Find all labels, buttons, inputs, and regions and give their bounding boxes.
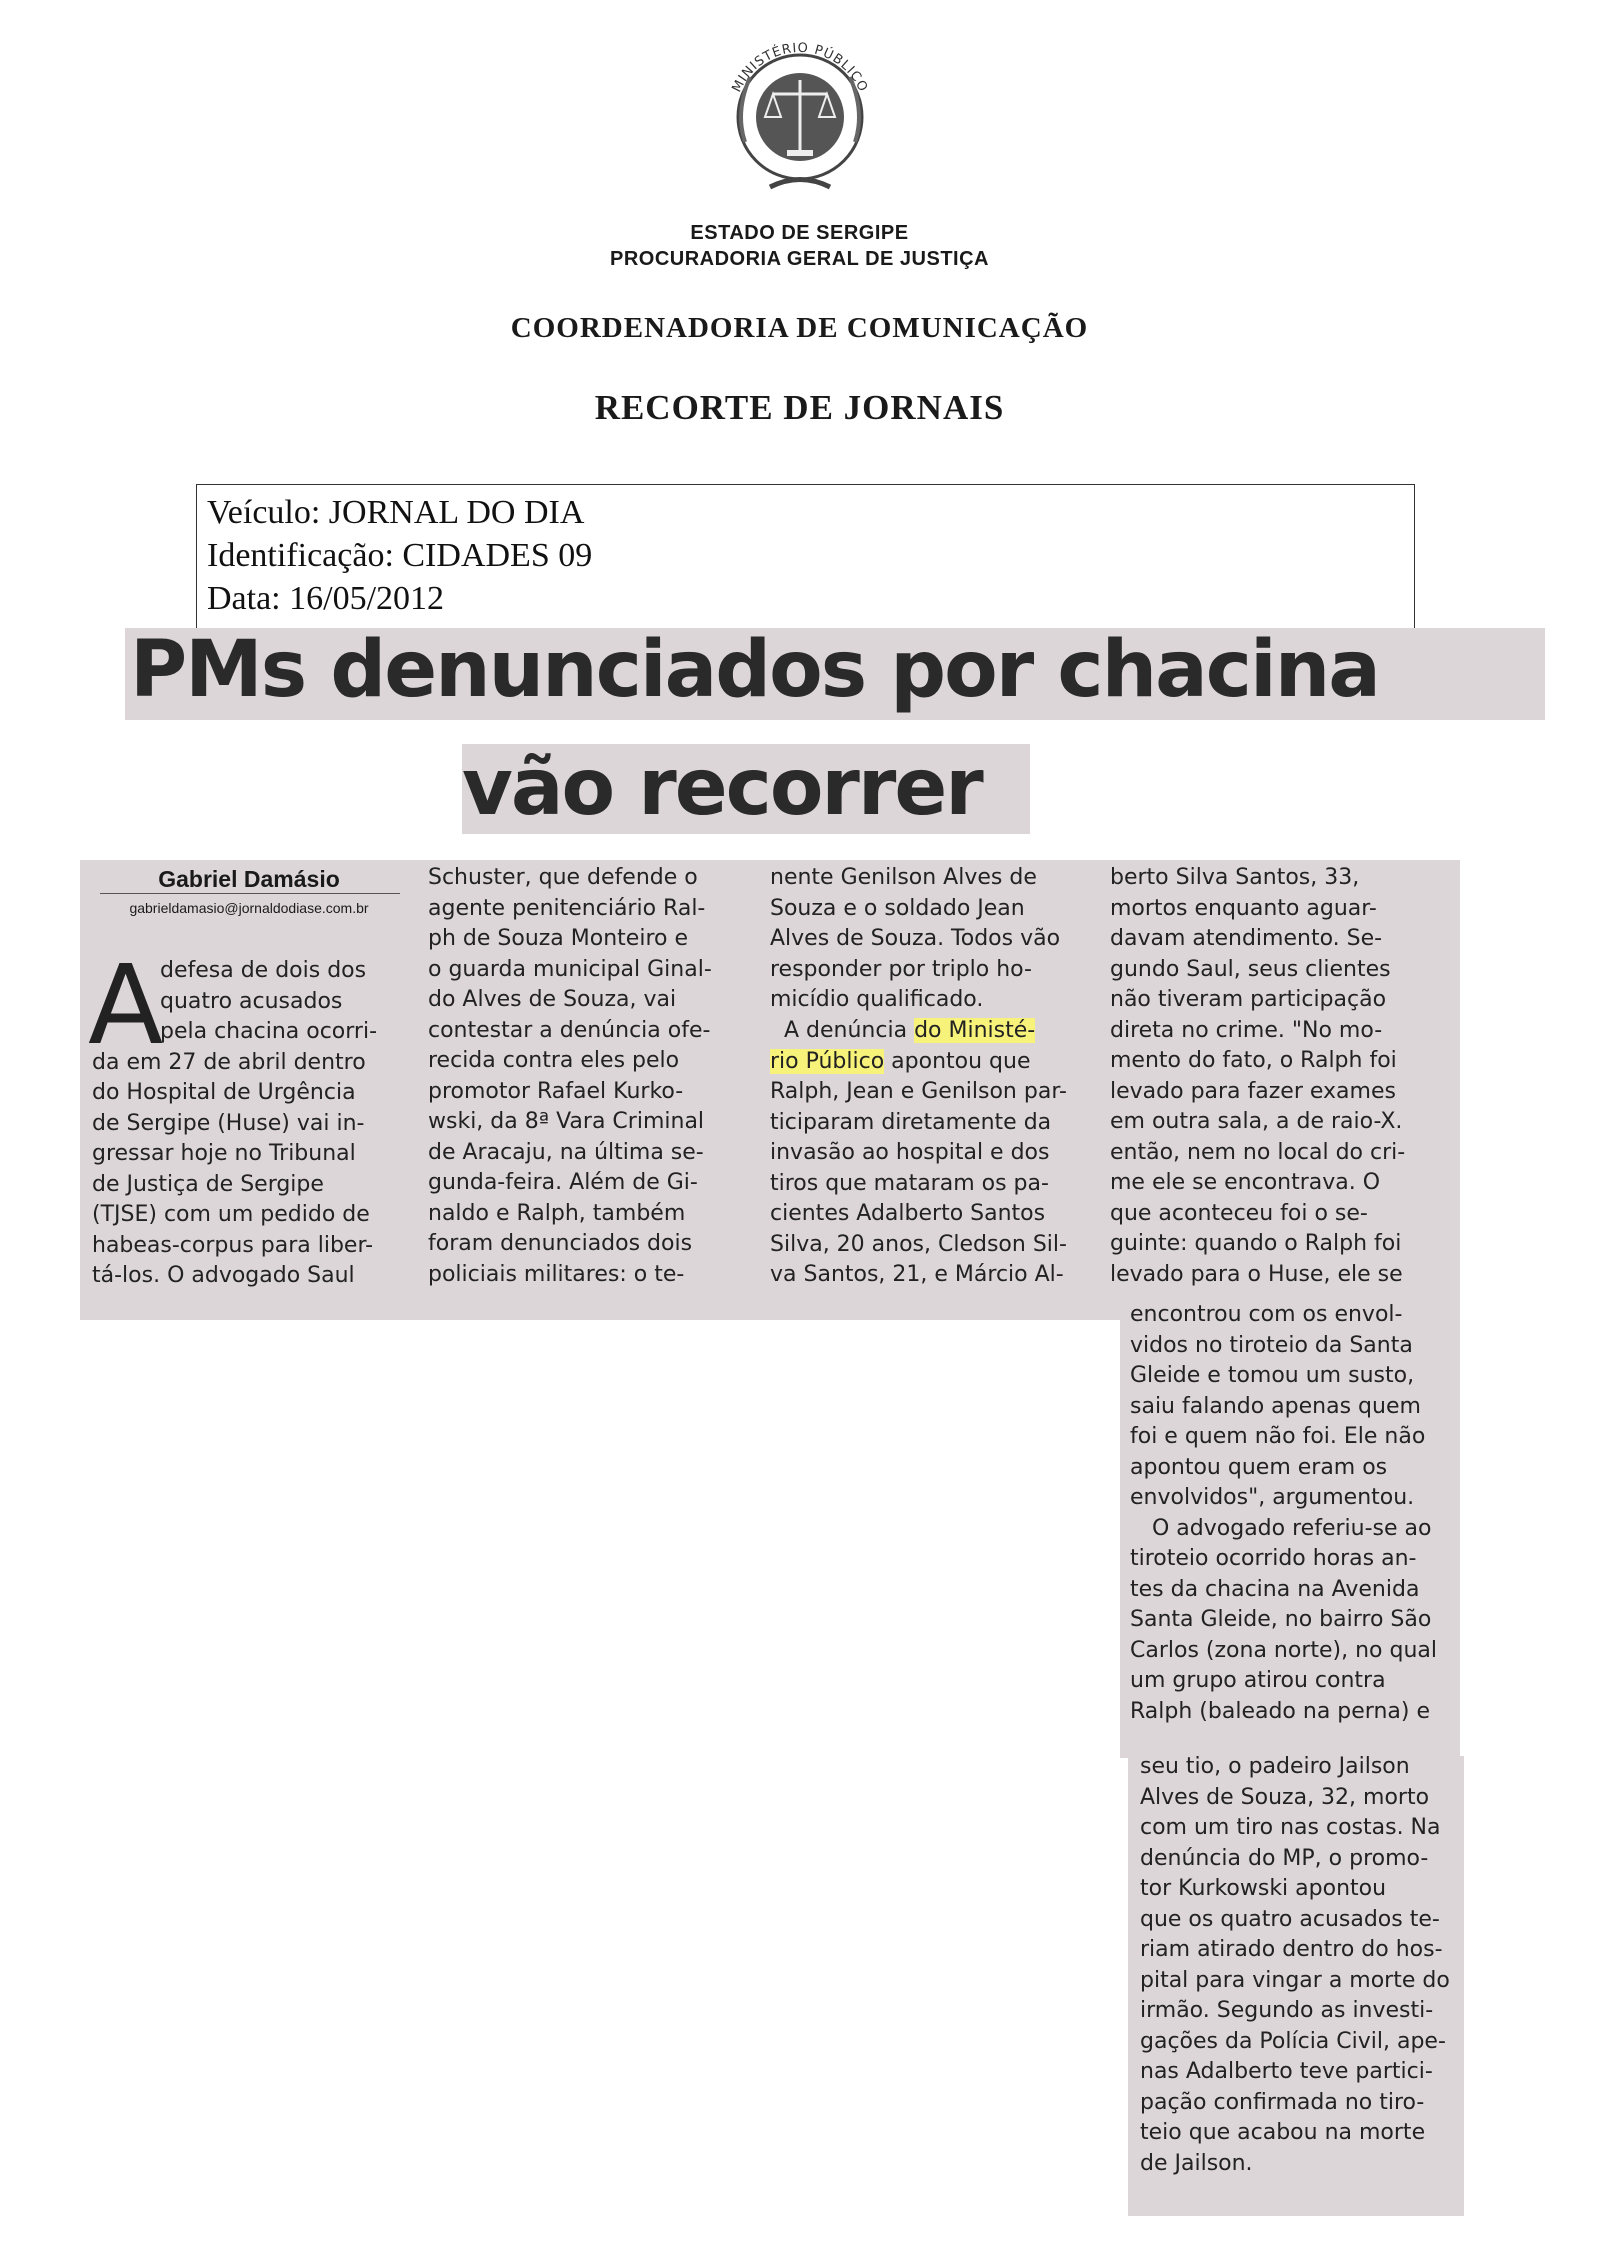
column-4-line: então, nem no local do cri-	[1110, 1139, 1406, 1165]
column-2-line: ph de Souza Monteiro e	[428, 926, 688, 951]
article-column-3-bottom	[770, 1077, 1090, 1291]
column-4-line: encontrou com os envol-	[1130, 1302, 1403, 1327]
highlight-publico: rio Público	[770, 1048, 885, 1074]
column-4-line: irmão. Segundo as investi-	[1140, 1998, 1434, 2023]
ministerio-publico-seal	[705, 22, 895, 212]
column-4-line: pital para vingar a morte do	[1140, 1967, 1450, 1993]
column-1-line: de Justiça de Sergipe	[92, 1171, 324, 1197]
header-state	[0, 220, 1599, 272]
info-data: Data: 16/05/2012	[207, 580, 445, 617]
highlight-ministerio: do Ministé-	[914, 1018, 1036, 1043]
column-4-line: gações da Polícia Civil, ape-	[1140, 2028, 1446, 2054]
seal-text: MINISTÉRIO PÚBLICO	[729, 40, 871, 95]
column-4-line: apontou quem eram os	[1130, 1454, 1388, 1480]
column-4-line: envolvidos", argumentou.	[1130, 1485, 1415, 1510]
column-1-line: gressar hoje no Tribunal	[92, 1141, 356, 1166]
column-4-line: levado para o Huse, ele se	[1110, 1261, 1403, 1287]
column-3-line: Silva, 20 anos, Cledson Sil-	[770, 1231, 1067, 1257]
column-4-line: O advogado referiu-se ao	[1152, 1515, 1432, 1541]
column-1-line: da em 27 de abril dentro	[92, 1049, 366, 1075]
section-title: RECORTE DE JORNAIS	[594, 388, 1005, 427]
column-2-line: promotor Rafael Kurko-	[428, 1078, 684, 1104]
column-4-line: que aconteceu foi o se-	[1110, 1200, 1368, 1226]
column-1-line: pela chacina ocorri-	[160, 1019, 378, 1044]
column-4-line: levado para fazer exames	[1110, 1078, 1396, 1104]
column-3-line: Ralph, Jean e Genilson par-	[770, 1079, 1067, 1104]
column-4-line: Carlos (zona norte), no qual	[1130, 1637, 1438, 1663]
column-2-line: naldo e Ralph, também	[428, 1200, 686, 1226]
column-4-line: gundo Saul, seus clientes	[1110, 956, 1391, 982]
article-column-3-top	[770, 863, 1090, 1016]
column-4-line: teio que acabou na morte	[1140, 2120, 1426, 2145]
column-4-line: pação confirmada no tiro-	[1140, 2089, 1425, 2115]
column-4-line: Ralph (baleado na perna) e	[1130, 1698, 1430, 1724]
column-1-line: defesa de dois dos	[160, 958, 367, 983]
column-3-line: Souza e o soldado Jean	[770, 895, 1025, 921]
column-2-line: gunda-feira. Além de Gi-	[428, 1170, 698, 1195]
column-3-line: Alves de Souza. Todos vão	[770, 926, 1061, 951]
article-column-3-highlighted	[770, 1016, 1090, 1077]
column-1-line: do Hospital de Urgência	[92, 1080, 356, 1105]
column-2-line: Schuster, que defende o	[428, 865, 698, 890]
column-3-line: invasão ao hospital e dos	[770, 1140, 1050, 1165]
info-identificacao: Identificação: CIDADES 09	[207, 537, 593, 574]
article-column-4-middle	[1130, 1300, 1450, 1727]
article-column-4-bottom	[1140, 1752, 1450, 2179]
column-4-line: vidos no tiroteio da Santa	[1130, 1332, 1413, 1358]
column-4-line: saiu falando apenas quem	[1130, 1393, 1421, 1419]
column-2-line: contestar a denúncia ofe-	[428, 1017, 711, 1043]
column-3-line: micídio qualificado.	[770, 987, 984, 1012]
byline-rule	[100, 893, 400, 894]
info-veiculo: Veículo: JORNAL DO DIA	[207, 494, 585, 531]
column-2-line: o guarda municipal Ginal-	[428, 956, 712, 982]
column-4-line: berto Silva Santos, 33,	[1110, 865, 1360, 890]
department-title: COORDENADORIA DE COMUNICAÇÃO	[510, 312, 1089, 344]
column-4-line: Gleide e tomou um susto,	[1130, 1363, 1415, 1388]
column-2-line: agente penitenciário Ral-	[428, 895, 706, 921]
column-3-line: nente Genilson Alves de	[770, 865, 1037, 890]
column-4-line: guinte: quando o Ralph foi	[1110, 1231, 1402, 1256]
office-name: PROCURADORIA GERAL DE JUSTIÇA	[610, 248, 989, 270]
column-4-line: um grupo atirou contra	[1130, 1668, 1386, 1693]
column-1-line: habeas-corpus para liber-	[92, 1232, 374, 1258]
column-1-line: quatro acusados	[160, 988, 343, 1014]
column-4-line: mortos enquanto aguar-	[1110, 895, 1377, 921]
column-4-line: tor Kurkowski apontou	[1140, 1876, 1387, 1901]
clipping-info-box	[196, 484, 1415, 629]
column-1-line: tá-los. O advogado Saul	[92, 1263, 355, 1288]
col3-line-post: apontou que	[884, 1048, 1031, 1074]
column-4-line: Santa Gleide, no bairro São	[1130, 1607, 1432, 1632]
column-4-line: não tiveram participação	[1110, 987, 1387, 1012]
column-3-line: va Santos, 21, e Márcio Al-	[770, 1262, 1064, 1287]
column-2-line: recida contra eles pelo	[428, 1048, 680, 1073]
byline: Gabriel Damásio	[158, 866, 340, 892]
column-4-line: tiroteio ocorrido horas an-	[1130, 1546, 1417, 1571]
column-4-line: Alves de Souza, 32, morto	[1140, 1784, 1430, 1810]
col3-line-pre: A denúncia	[784, 1018, 915, 1043]
column-2-line: wski, da 8ª Vara Criminal	[428, 1109, 705, 1134]
column-4-line: direta no crime. "No mo-	[1110, 1017, 1383, 1043]
column-4-line: de Jailson.	[1140, 2150, 1253, 2176]
column-3-line: cientes Adalberto Santos	[770, 1201, 1046, 1226]
column-4-line: que os quatro acusados te-	[1140, 1906, 1440, 1932]
article-column-4-top	[1110, 863, 1440, 1290]
column-1-line: (TJSE) com um pedido de	[92, 1202, 370, 1227]
column-3-line: ticiparam diretamente da	[770, 1109, 1052, 1135]
column-4-line: denúncia do MP, o promo-	[1140, 1845, 1429, 1871]
column-4-line: nas Adalberto teve partici-	[1140, 2059, 1433, 2084]
column-2-line: policiais militares: o te-	[428, 1261, 685, 1287]
drop-cap: A	[88, 941, 164, 1069]
article-column-2	[428, 863, 748, 1290]
article-headline-line2: vão recorrer	[462, 743, 982, 833]
article-headline-line1: PMs denunciados por chacina	[130, 625, 1379, 715]
column-4-line: mento do fato, o Ralph foi	[1110, 1048, 1397, 1073]
column-4-line: seu tio, o padeiro Jailson	[1140, 1754, 1410, 1779]
column-4-line: riam atirado dentro do hos-	[1140, 1937, 1443, 1962]
state-name: ESTADO DE SERGIPE	[690, 222, 909, 244]
column-2-line: foram denunciados dois	[428, 1231, 693, 1256]
column-4-line: foi e quem não foi. Ele não	[1130, 1424, 1426, 1449]
author-email: gabrieldamasio@jornaldodiase.com.br	[129, 900, 369, 916]
column-4-line: davam atendimento. Se-	[1110, 926, 1383, 951]
column-4-line: com um tiro nas costas. Na	[1140, 1815, 1441, 1840]
column-3-line: tiros que mataram os pa-	[770, 1170, 1049, 1196]
article-column-1	[92, 956, 408, 1292]
column-2-line: de Aracaju, na última se-	[428, 1139, 704, 1165]
column-1-line: de Sergipe (Huse) vai in-	[92, 1110, 365, 1136]
column-4-line: tes da chacina na Avenida	[1130, 1576, 1420, 1602]
column-3-line: responder por triplo ho-	[770, 956, 1032, 982]
column-4-line: em outra sala, a de raio-X.	[1110, 1109, 1403, 1134]
column-2-line: do Alves de Souza, vai	[428, 987, 677, 1012]
column-4-line: me ele se encontrava. O	[1110, 1170, 1381, 1195]
